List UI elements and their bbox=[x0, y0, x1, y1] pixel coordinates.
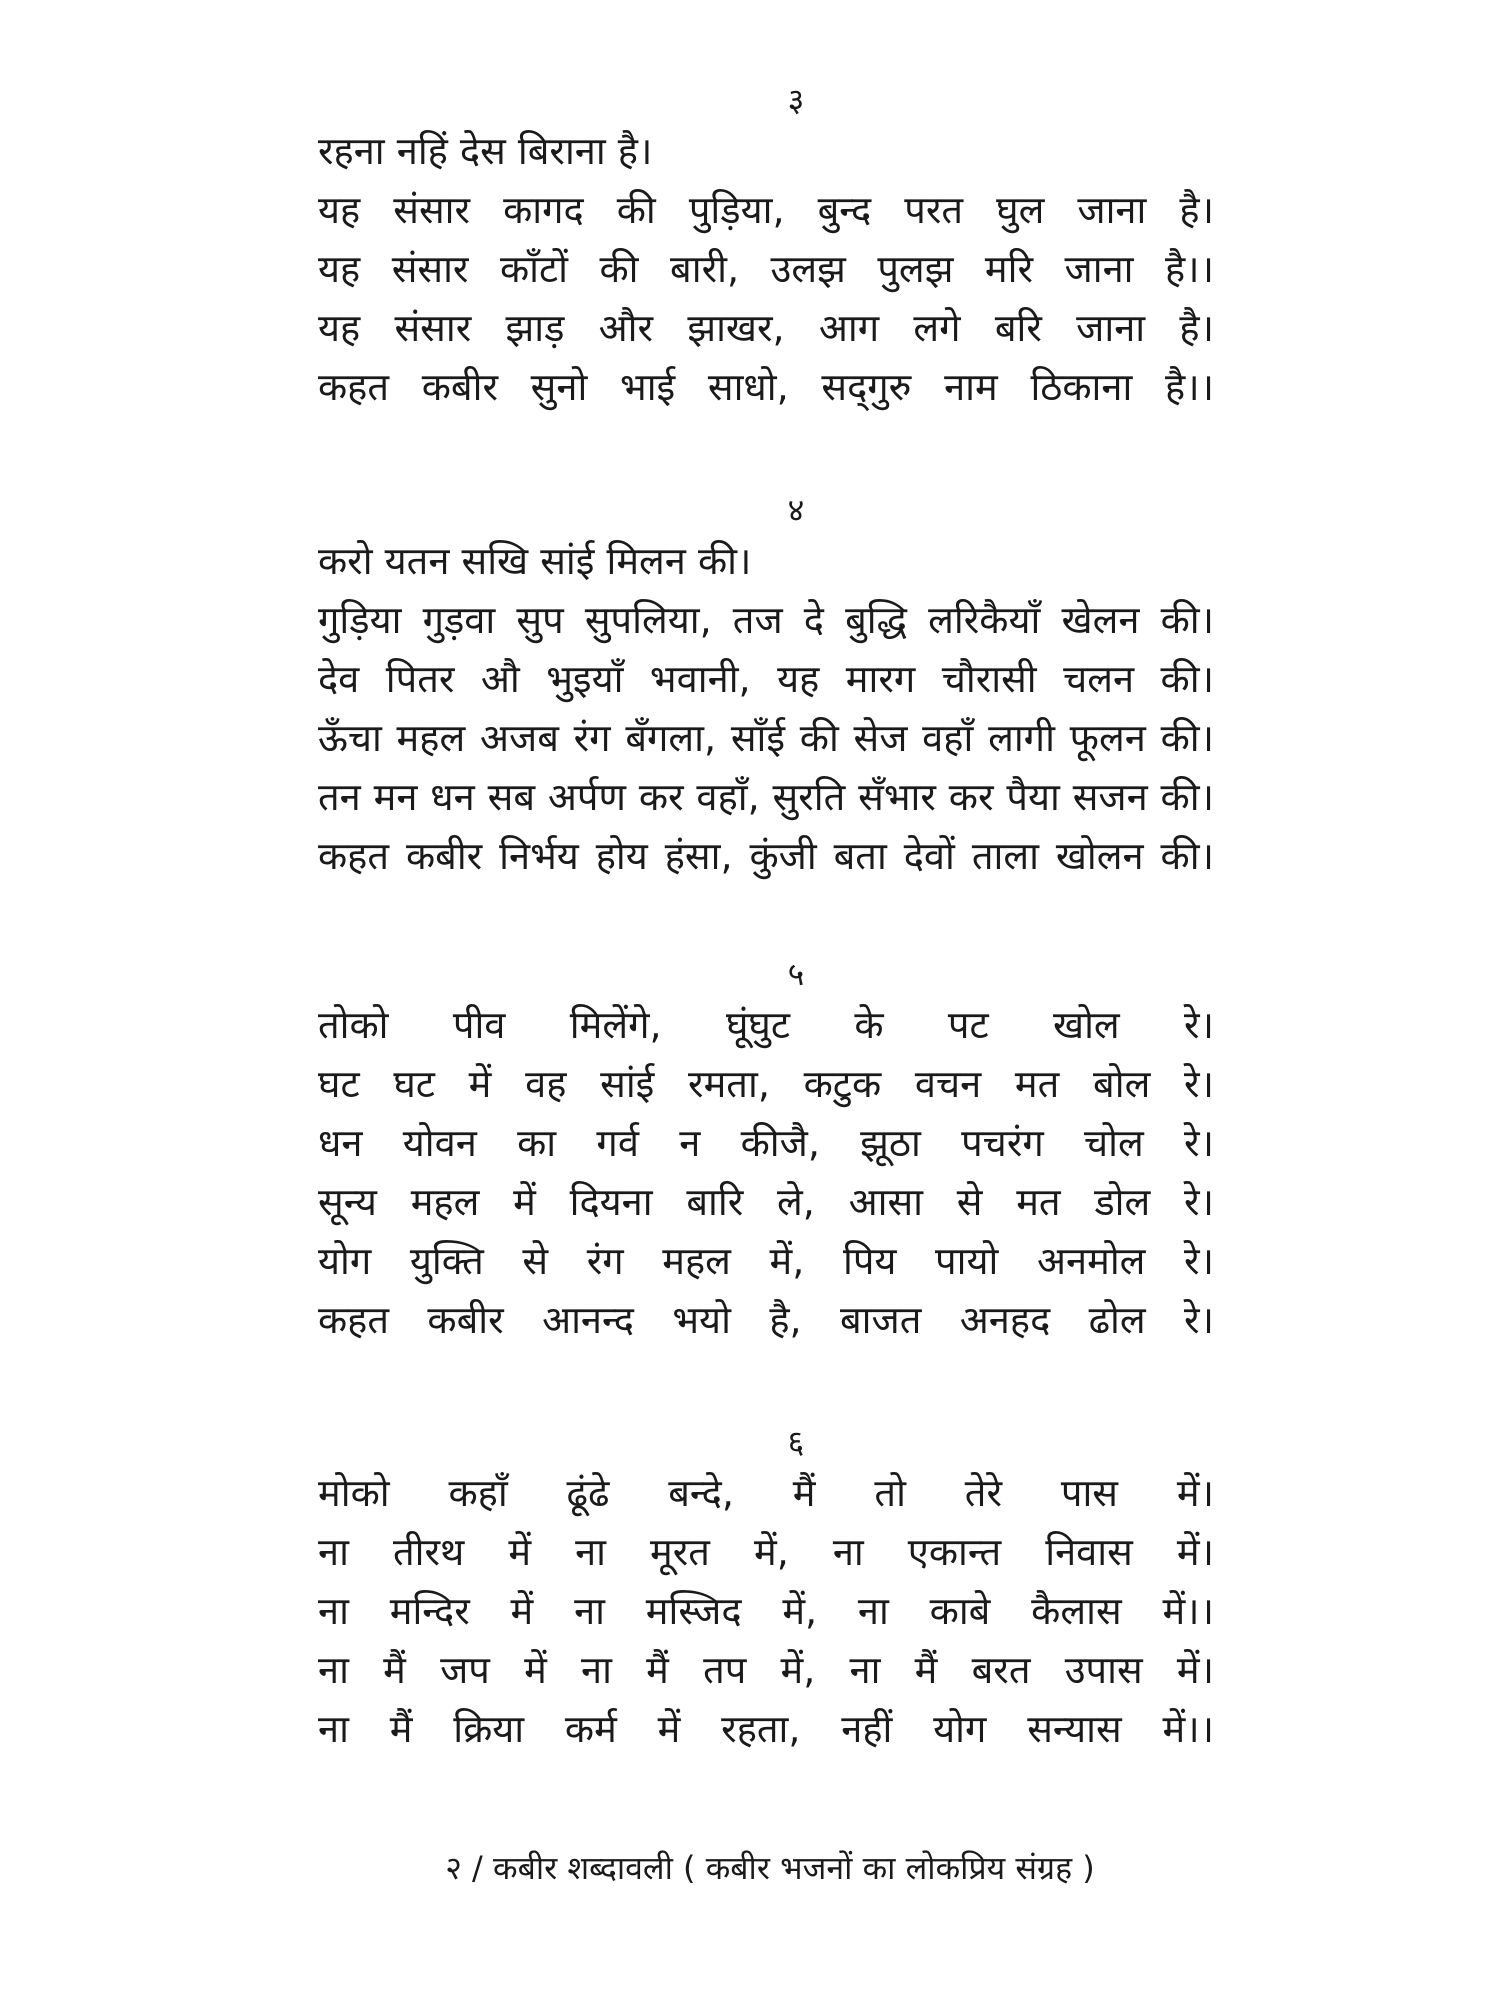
poem-number: ६ bbox=[787, 1423, 805, 1461]
poem-line: यह संसार झाड़ और झाखर, आग लगे बरि जाना है। bbox=[318, 306, 1214, 350]
poem-line: ना मन्दिर में ना मस्जिद में, ना काबे कैलास में।। bbox=[318, 1589, 1214, 1633]
poem-refrain-line: तोको पीव मिलेंगे, घूंघुट के पट खोल रे। bbox=[318, 1003, 1214, 1047]
poem-line: ना मैं जप में ना मैं तप में, ना मैं बरत उपास में। bbox=[318, 1648, 1214, 1692]
poem-line: धन योवन का गर्व न कीजै, झूठा पचरंग चोल रे। bbox=[318, 1121, 1214, 1165]
poem-line: कहत कबीर आनन्द भयो है, बाजत अनहद ढोल रे। bbox=[318, 1298, 1214, 1342]
poem-line: घट घट में वह सांई रमता, कटुक वचन मत बोल रे। bbox=[318, 1062, 1214, 1106]
poem-3 bbox=[318, 78, 1214, 417]
poem-refrain-line: मोको कहाँ ढूंढे बन्दे, मैं तो तेरे पास में। bbox=[318, 1471, 1214, 1515]
poem-number: ५ bbox=[787, 955, 805, 993]
poem-line: तन मन धन सब अर्पण कर वहाँ, सुरति सँभार कर पैया सजन की। bbox=[318, 775, 1214, 819]
poem-line: कहत कबीर सुनो भाई साधो, सद्‌गुरु नाम ठिकाना है।। bbox=[318, 365, 1214, 409]
poem-line: यह संसार काँटों की बारी, उलझ पुलझ मरि जाना है।। bbox=[318, 247, 1214, 291]
poem-line: योग युक्ति से रंग महल में, पिय पायो अनमोल रे। bbox=[318, 1239, 1214, 1283]
poem-4 bbox=[318, 488, 1214, 886]
poem-refrain-line: करो यतन सखि सांई मिलन की। bbox=[318, 539, 752, 583]
poem-number: ४ bbox=[787, 491, 805, 529]
footer-text: २ / कबीर शब्दावली ( कबीर भजनों का लोकप्रिय संग्रह ) bbox=[445, 1849, 1095, 1887]
poem-line: गुड़िया गुड़वा सुप सुपलिया, तज दे बुद्धि लरिकैयाँ खेलन की। bbox=[318, 598, 1214, 642]
poem-number: ३ bbox=[787, 81, 805, 119]
poem-line: यह संसार कागद की पुड़िया, बुन्द परत घुल जाना है। bbox=[318, 188, 1214, 232]
poem-refrain-line: रहना नहिं देस बिराना है। bbox=[318, 129, 653, 173]
poem-line: ऊँचा महल अजब रंग बँगला, साँई की सेज वहाँ लागी फूलन की। bbox=[318, 716, 1214, 760]
poem-line: देव पितर औ भुइयाँ भवानी, यह मारग चौरासी चलन की। bbox=[318, 657, 1214, 701]
poem-line: ना तीरथ में ना मूरत में, ना एकान्त निवास में। bbox=[318, 1530, 1214, 1574]
poem-line: ना मैं क्रिया कर्म में रहता, नहीं योग सन्यास में।। bbox=[318, 1707, 1214, 1751]
poem-5 bbox=[318, 952, 1214, 1350]
poem-6 bbox=[318, 1420, 1214, 1759]
poem-line: कहत कबीर निर्भय होय हंसा, कुंजी बता देवों ताला खोलन की। bbox=[318, 834, 1214, 878]
poem-line: सून्य महल में दियना बारि ले, आसा से मत डोल रे। bbox=[318, 1180, 1214, 1224]
page-footer bbox=[0, 1846, 1500, 1890]
